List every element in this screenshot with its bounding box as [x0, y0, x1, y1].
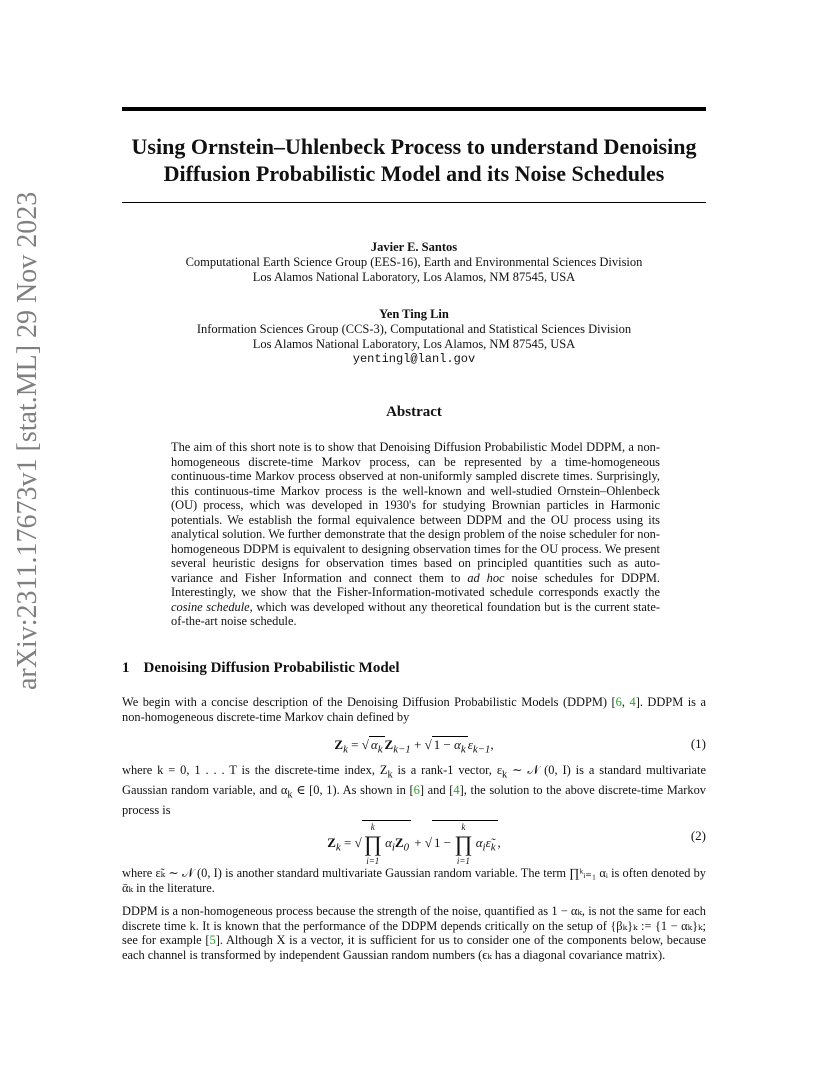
paragraph: DDPM is a non-homogeneous process because the strength of the noise, quantified as 1 − αₖ, is not the same for each discrete time k. It is known that the performance of the DDPM depends critically on the setup of {βₖ}ₖ := {1 − αₖ}ₖ; see for example [5]. Although X is a vector, it is sufficient for us to consider one of the components below, because each channel is transformed by independent Gaussian random numbers (ϵₖ has a diagonal covariance matrix).	[122, 904, 706, 962]
abstract-heading: Abstract	[386, 404, 442, 420]
paper-title	[100, 133, 728, 187]
author-name: Javier E. Santos	[370, 240, 458, 254]
section-number: 1	[122, 660, 130, 676]
citation-link[interactable]: 4	[629, 695, 636, 709]
equation-body: $Z_k$ = √ $\alpha_k$ $Z_{k-1}$ + √ $1 - \alpha_k$ $\varepsilon_{k-1}$,	[334, 737, 494, 756]
equation-1	[122, 736, 706, 754]
author-email[interactable]: yentingl@lanl.gov	[352, 352, 476, 366]
citation-link[interactable]: 4	[453, 782, 460, 797]
title-bottom-rule	[122, 202, 706, 203]
citation-link[interactable]: 6	[615, 695, 622, 709]
author-block-2	[122, 307, 706, 367]
equation-number: (1)	[690, 736, 706, 751]
author-affiliation: Los Alamos National Laboratory, Los Alamos, NM 87545, USA	[252, 337, 576, 351]
emphasis: ad hoc	[467, 570, 505, 585]
equation-body: $Z_k$ = √ k ∏ i=1 $\alpha_iZ_0$ + √ 1 − k ∏ i=1 $\alpha_i\varepsiloñ_k$ ,	[327, 822, 501, 866]
citation-link[interactable]: 5	[209, 933, 216, 947]
citation-link[interactable]: 6	[413, 782, 420, 797]
author-block-1	[122, 240, 706, 285]
title-line-2: Diffusion Probabilistic Model and its Noise Schedules	[163, 161, 665, 186]
equation-number: (2)	[690, 828, 706, 843]
author-affiliation: Information Sciences Group (CCS-3), Computational and Statistical Sciences Division	[196, 322, 632, 336]
equation-2	[122, 812, 706, 866]
title-top-rule	[122, 107, 706, 111]
abstract-text: The aim of this short note is to show that Denoising Diffusion Probabilistic Model DDPM, a non-homogeneous discrete-time Markov process, can be represented by a time-homogeneous continuous-time Markov process observed at non-uniformly sampled discrete times. Surprisingly, this continuous-time Markov process is the well-known and well-studied Ornstein–Ohlenbeck (OU) process, which was developed in 1930's for studying Brownian particles in Harmonic potentials. We establish the formal equivalence between DDPM and the OU process using its analytical solution. We further demonstrate that the design problem of the noise scheduler for non-homogeneous DDPM is equivalent to designing observation times for the OU process. We present several heuristic designs for observation times based on principled quantities such as auto-variance and Fisher Information and connect them to ad hoc noise schedules for DDPM. Interestingly, we show that the Fisher-Information-motivated schedule corresponds exactly the cosine schedule, which was developed without any theoretical foundation but is the current state-of-the-art noise schedule.	[171, 440, 661, 628]
paragraph: where ε̃ₖ ∼ 𝒩 (0, I) is another standard multivariate Gaussian random variable. The term ∏ᵏᵢ₌₁ αᵢ is often denoted by ᾱₖ in the literature.	[122, 866, 706, 895]
title-line-1: Using Ornstein–Uhlenbeck Process to understand Denoising	[131, 134, 697, 159]
section-title: Denoising Diffusion Probabilistic Model	[143, 660, 400, 676]
arxiv-stamp: arXiv:2311.17673v1 [stat.ML] 29 Nov 2023	[12, 191, 43, 690]
author-affiliation: Los Alamos National Laboratory, Los Alamos, NM 87545, USA	[252, 270, 576, 284]
section-heading	[122, 660, 400, 677]
author-affiliation: Computational Earth Science Group (EES-16), Earth and Environmental Sciences Division	[185, 255, 643, 269]
paragraph: where k = 0, 1 . . . T is the discrete-time index, $Z_k$ is a rank-1 vector, $\varepsilon_k$ ∼ 𝒩 (0, I) is a standard multivariate Gaussian random variable, and $\alpha_k$ ∈ [0, 1). As shown in [6] and [4], the solution to the above discrete-time Markov process is	[122, 763, 706, 817]
emphasis: cosine schedule	[171, 599, 250, 614]
paragraph: We begin with a concise description of the Denoising Diffusion Probabilistic Models (DDPM) [6, 4]. DDPM is a non-homogeneous discrete-time Markov chain defined by	[122, 695, 706, 724]
author-name: Yen Ting Lin	[379, 307, 449, 321]
